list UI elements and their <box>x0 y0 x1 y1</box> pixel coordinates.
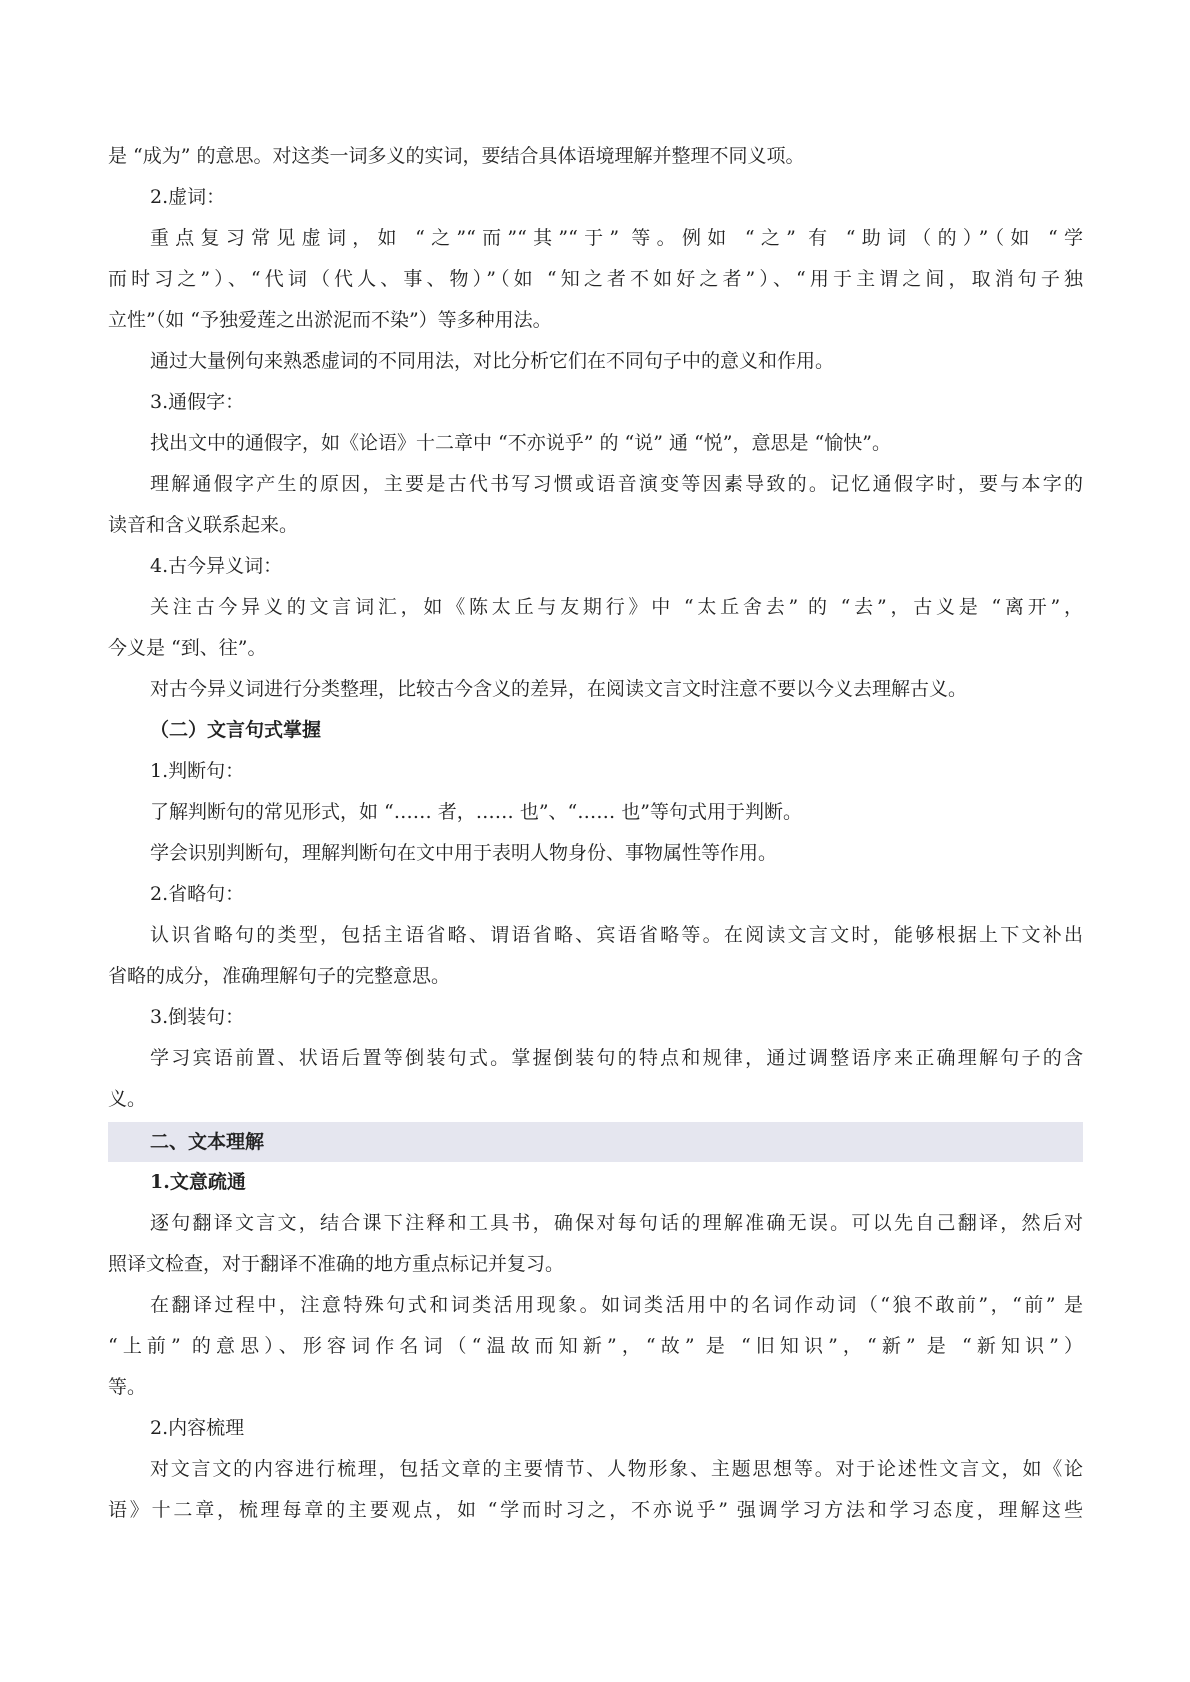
paragraph-line: 省略的成分，准确理解句子的完整意思。 <box>108 965 451 987</box>
paragraph-line: 等。 <box>108 1376 147 1398</box>
paragraph-line: 读音和含义联系起来。 <box>108 514 299 536</box>
subheading-gujin: 4.古今异义词： <box>150 555 283 577</box>
paragraph-line: 今义是 “到、往”。 <box>108 637 267 659</box>
paragraph-line: “上前” 的意思）、形容词作名词（“温故而知新”，“故” 是 “旧知识”，“新” 是 “新知识”） <box>108 1335 1083 1357</box>
paragraph-line: 立性”（如 “予独爱莲之出淤泥而不染”）等多种用法。 <box>108 309 552 331</box>
paragraph-line: 语》十二章，梳理每章的主要观点，如 “学而时习之，不亦说乎” 强调学习方法和学习态度，理解这些 <box>108 1499 1083 1521</box>
paragraph-line: 认识省略句的类型，包括主语省略、谓语省略、宾语省略等。在阅读文言文时，能够根据上下文补出 <box>150 924 1083 946</box>
paragraph-line: 义。 <box>108 1088 147 1110</box>
subheading-xuci: 2.虚词： <box>150 186 226 208</box>
paragraph-line: 是 “成为” 的意思。对这类一词多义的实词，要结合具体语境理解并整理不同义项。 <box>108 145 805 167</box>
subheading-shenglue: 2.省略句： <box>150 883 245 905</box>
section-heading-jushi: （二）文言句式掌握 <box>150 719 322 741</box>
subheading-daozhuang: 3.倒装句： <box>150 1006 245 1028</box>
paragraph-line: 找出文中的通假字，如《论语》十二章中 “不亦说乎” 的 “说” 通 “悦”，意思是 “愉快”。 <box>150 432 891 454</box>
subheading-neirong: 2.内容梳理 <box>150 1417 245 1439</box>
section-bar-text-understanding: 二、文本理解 <box>108 1122 1083 1162</box>
paragraph-line: 关注古今异义的文言词汇，如《陈太丘与友期行》中 “太丘舍去” 的 “去”，古义是 “离开”， <box>150 596 1083 618</box>
subheading-panduan: 1.判断句： <box>150 760 245 782</box>
paragraph-line: 逐句翻译文言文，结合课下注释和工具书，确保对每句话的理解准确无误。可以先自己翻译，然后对 <box>150 1212 1083 1234</box>
paragraph-line: 照译文检查，对于翻译不准确的地方重点标记并复习。 <box>108 1253 565 1275</box>
paragraph-line: 学习宾语前置、状语后置等倒装句式。掌握倒装句的特点和规律，通过调整语序来正确理解句子的含 <box>150 1047 1083 1069</box>
paragraph-line: 学会识别判断句，理解判断句在文中用于表明人物身份、事物属性等作用。 <box>150 842 778 864</box>
paragraph-line: 在翻译过程中，注意特殊句式和词类活用现象。如词类活用中的名词作动词（“狼不敢前”，“前” 是 <box>150 1294 1083 1316</box>
paragraph-line: 而时习之”）、“代词（代人、事、物）”（如 “知之者不如好之者”）、“用于主谓之间，取消句子独 <box>108 268 1083 290</box>
paragraph-line: 对文言文的内容进行梳理，包括文章的主要情节、人物形象、主题思想等。对于论述性文言文，如《论 <box>150 1458 1083 1480</box>
paragraph-line: 理解通假字产生的原因，主要是古代书写习惯或语音演变等因素导致的。记忆通假字时，要与本字的 <box>150 473 1083 495</box>
paragraph-line: 了解判断句的常见形式，如 “…… 者，…… 也”、“…… 也”等句式用于判断。 <box>150 801 803 823</box>
paragraph-line: 重点复习常见虚词，如 “之”“而”“其”“于” 等。例如 “之” 有 “助词（的）”（如 “学 <box>150 227 1083 249</box>
paragraph-line: 通过大量例句来熟悉虚词的不同用法，对比分析它们在不同句子中的意义和作用。 <box>150 350 835 372</box>
subheading-tongjiazi: 3.通假字： <box>150 391 245 413</box>
paragraph-line: 对古今异义词进行分类整理，比较古今含义的差异，在阅读文言文时注意不要以今义去理解古义。 <box>150 678 968 700</box>
document-page <box>108 136 1083 1531</box>
subheading-wenyi: 1.文意疏通 <box>150 1171 246 1193</box>
